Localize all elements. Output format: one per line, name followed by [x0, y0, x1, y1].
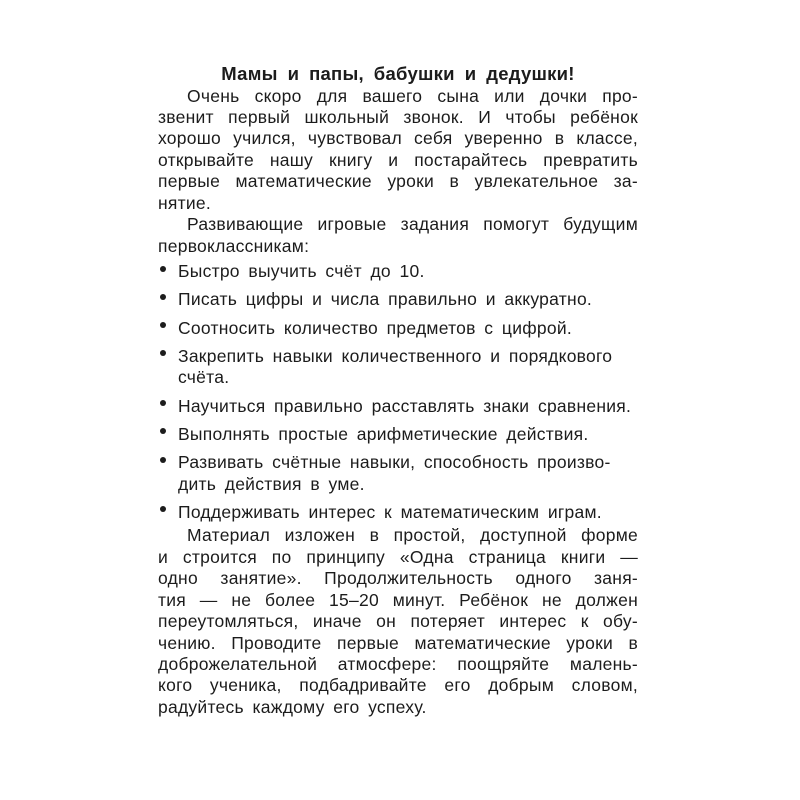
paragraph — [158, 86, 638, 215]
text-line: радуйтесь каждому его успеху. — [158, 696, 427, 717]
paragraph — [158, 525, 638, 718]
text-line: чению. Проводите первые математические уроки в — [158, 632, 638, 653]
bullet-item-lines — [178, 396, 638, 417]
text-line: переутомляться, иначе он потеряет интерес к обу- — [158, 611, 638, 632]
bullet-icon — [160, 457, 166, 463]
bullet-icon — [160, 266, 166, 272]
bullet-icon — [160, 400, 166, 406]
text-line: Развивать счётные навыки, способность произво- — [178, 452, 611, 473]
page-content — [158, 63, 638, 718]
document-body — [158, 86, 638, 719]
bullet-item — [158, 396, 638, 417]
text-line: нятие. — [158, 192, 212, 213]
bullet-item-lines — [178, 452, 638, 495]
paragraph — [158, 214, 638, 257]
text-line: Развивающие игровые задания помогут будущим — [187, 214, 638, 235]
bullet-item — [158, 318, 638, 339]
bullet-item — [158, 346, 638, 389]
text-line: открывайте нашу книгу и постарайтесь превратить — [158, 149, 638, 170]
text-line: первоклассникам: — [158, 235, 310, 256]
text-line: доброжелательной атмосфере: поощряйте малень- — [158, 653, 638, 674]
bullet-item — [158, 424, 638, 445]
text-line: дить действия в уме. — [178, 473, 365, 494]
bullet-item-lines — [178, 424, 638, 445]
bullet-icon — [160, 294, 166, 300]
bullet-item-lines — [178, 502, 638, 523]
bullet-item — [158, 261, 638, 282]
text-line: Соотносить количество предметов с цифрой. — [178, 317, 572, 338]
bullet-item-lines — [178, 261, 638, 282]
bullet-list — [158, 261, 638, 523]
text-line: Очень скоро для вашего сына или дочки про- — [187, 85, 638, 106]
bullet-icon — [160, 350, 166, 356]
text-line: и строится по принципу «Одна страница книги — — [158, 546, 638, 567]
text-line: Закрепить навыки количественного и порядкового — [178, 345, 613, 366]
bullet-item-lines — [178, 346, 638, 389]
bullet-icon — [160, 322, 166, 328]
bullet-icon — [160, 506, 166, 512]
bullet-item — [158, 502, 638, 523]
text-line: хорошо учился, чувствовал себя уверенно в классе, — [158, 128, 638, 149]
bullet-item — [158, 289, 638, 310]
bullet-item — [158, 452, 638, 495]
text-line: Научиться правильно расставлять знаки сравнения. — [178, 395, 632, 416]
text-line: Выполнять простые арифметические действия. — [178, 423, 589, 444]
text-line: первые математические уроки в увлекательное за- — [158, 171, 638, 192]
text-line: счёта. — [178, 367, 230, 388]
page-title: Мамы и папы, бабушки и дедушки! — [221, 63, 575, 84]
bullet-item-lines — [178, 318, 638, 339]
text-line: одно занятие». Продолжительность одного заня- — [158, 568, 638, 589]
text-line: звенит первый школьный звонок. И чтобы ребёнок — [158, 106, 638, 127]
bullet-item-lines — [178, 289, 638, 310]
text-line: Поддерживать интерес к математическим играм. — [178, 501, 602, 522]
text-line: Писать цифры и числа правильно и аккуратно. — [178, 289, 593, 310]
text-line: тия — не более 15–20 минут. Ребёнок не должен — [158, 589, 638, 610]
text-line: кого ученика, подбадривайте его добрым словом, — [158, 675, 638, 696]
bullet-icon — [160, 428, 166, 434]
text-line: Быстро выучить счёт до 10. — [178, 261, 425, 282]
text-line: Материал изложен в простой, доступной форме — [187, 525, 638, 546]
